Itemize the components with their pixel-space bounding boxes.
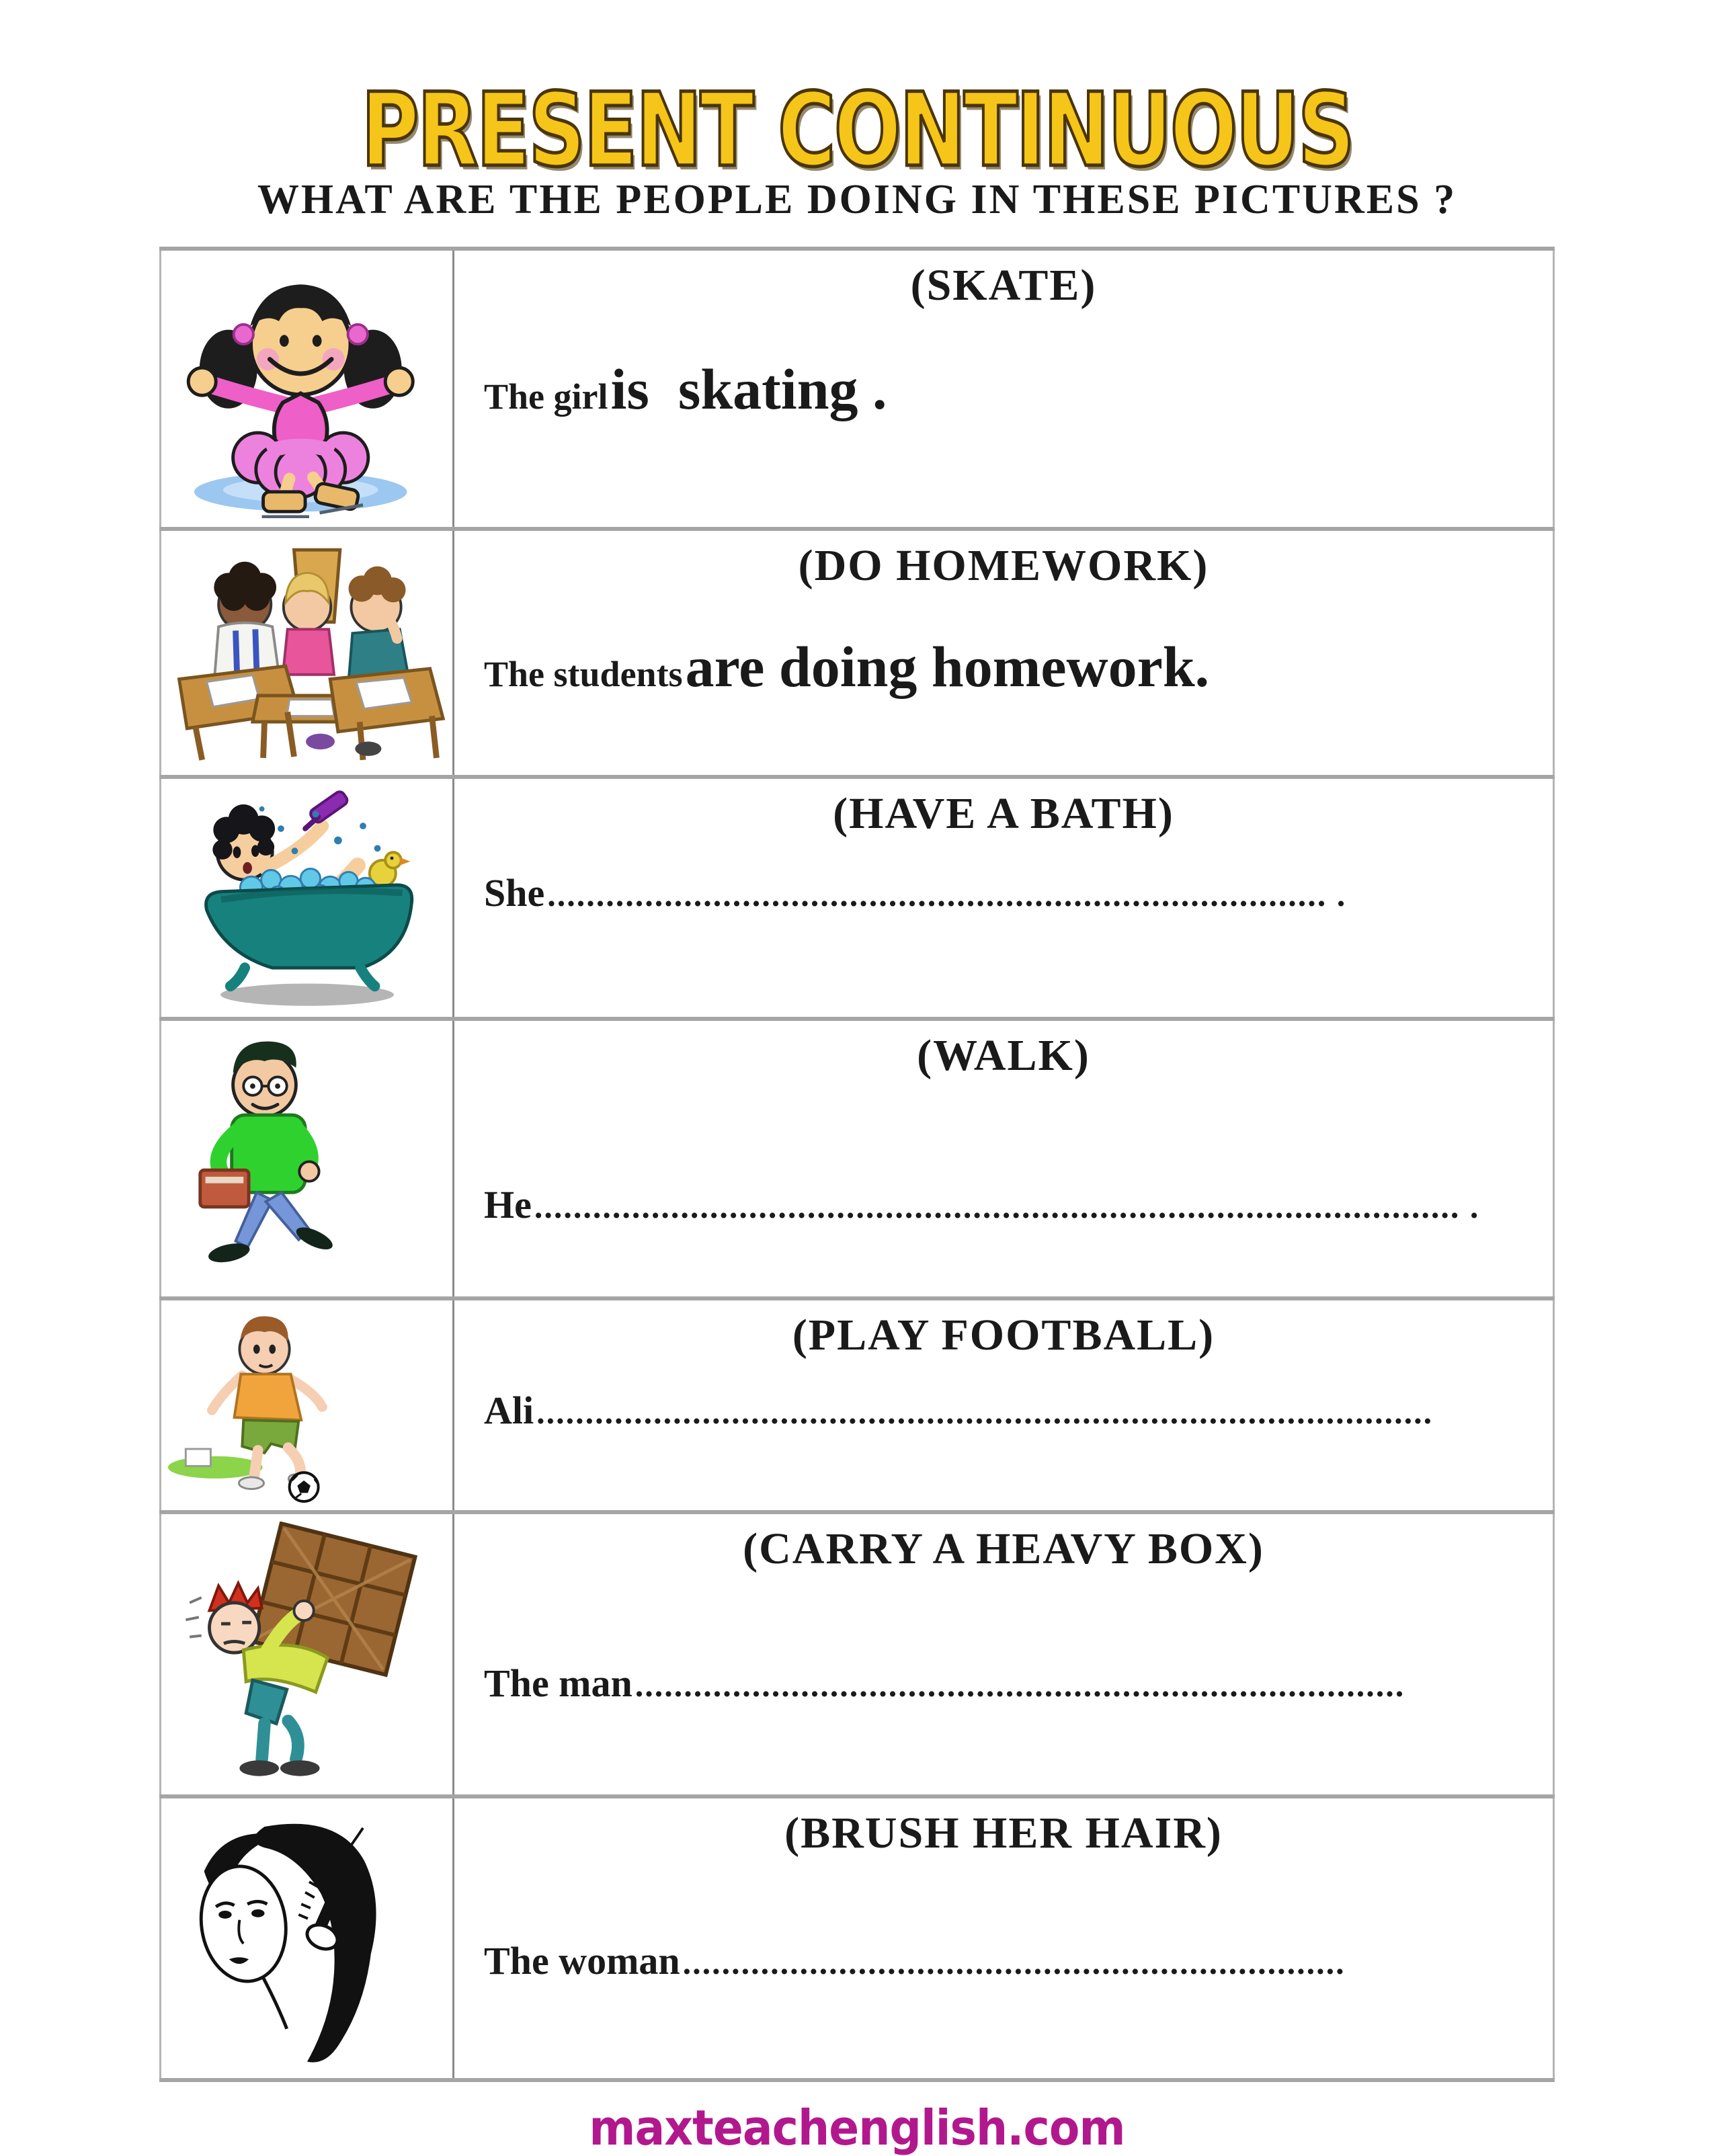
man-walking-image — [166, 1030, 448, 1288]
image-cell — [161, 777, 454, 1019]
answer-blank: .................................................................... — [682, 1944, 1346, 1981]
girl-skating-image — [166, 259, 448, 518]
woman-having-bath-image — [166, 787, 448, 1009]
table-row — [161, 1019, 1554, 1298]
table-row — [161, 777, 1554, 1019]
table-row — [161, 1796, 1554, 2080]
man-carrying-heavy-box-image — [166, 1522, 448, 1788]
table-row — [161, 529, 1554, 777]
sentence-subject: She — [484, 871, 545, 915]
text-cell — [454, 1796, 1554, 2080]
sentence — [484, 1661, 1523, 1706]
sentence-subject: The students — [484, 654, 683, 694]
students-doing-homework-image — [166, 539, 448, 768]
text-cell — [454, 1019, 1554, 1298]
verb-prompt: (CARRY A HEAVY BOX) — [743, 1524, 1264, 1573]
image-cell — [161, 1512, 454, 1796]
sentence-answer: are doing homework. — [685, 634, 1210, 699]
website-footer: maxteachenglish.com — [589, 2100, 1125, 2156]
answer-blank: ............................................................................................... . — [534, 1188, 1480, 1225]
verb-prompt: (SKATE) — [910, 261, 1097, 310]
verb-prompt: (BRUSH HER HAIR) — [784, 1809, 1223, 1858]
text-cell — [454, 529, 1554, 777]
table-row — [161, 1298, 1554, 1512]
woman-brushing-hair-image — [166, 1806, 448, 2071]
page-subtitle: WHAT ARE THE PEOPLE DOING IN THESE PICTURES ? — [257, 177, 1457, 222]
sentence — [484, 1938, 1523, 1983]
sentence-subject: The woman — [484, 1939, 680, 1983]
sentence-subject: The girl — [484, 376, 608, 417]
text-cell — [454, 1512, 1554, 1796]
sentence-answer: is skating . — [610, 357, 887, 421]
answer-blank: ............................................................................................ — [536, 1393, 1434, 1431]
image-cell — [161, 1796, 454, 2080]
sentence — [484, 870, 1523, 915]
verb-prompt: (PLAY FOOTBALL) — [792, 1311, 1215, 1360]
sentence — [484, 1182, 1523, 1227]
worksheet-table — [159, 247, 1555, 2082]
page-title: PRESENT CONTINUOUS — [361, 70, 1353, 190]
table-row — [161, 1512, 1554, 1796]
table-row — [161, 249, 1554, 529]
sentence — [484, 356, 1523, 423]
text-cell — [454, 1298, 1554, 1512]
verb-prompt: (DO HOMEWORK) — [798, 541, 1209, 590]
sentence — [484, 633, 1523, 700]
answer-blank: ................................................................................ . — [547, 876, 1347, 913]
sentence — [484, 1388, 1523, 1433]
image-cell — [161, 1298, 454, 1512]
image-cell — [161, 529, 454, 777]
boy-playing-football-image — [166, 1307, 448, 1503]
text-cell — [454, 249, 1554, 529]
sentence-subject: Ali — [484, 1388, 534, 1432]
verb-prompt: (HAVE A BATH) — [833, 789, 1174, 838]
sentence-subject: The man — [484, 1661, 632, 1705]
sentence-subject: He — [484, 1183, 532, 1227]
verb-prompt: (WALK) — [917, 1031, 1090, 1080]
text-cell — [454, 777, 1554, 1019]
image-cell — [161, 249, 454, 529]
image-cell — [161, 1019, 454, 1298]
answer-blank: ............................................................................... — [635, 1666, 1405, 1704]
